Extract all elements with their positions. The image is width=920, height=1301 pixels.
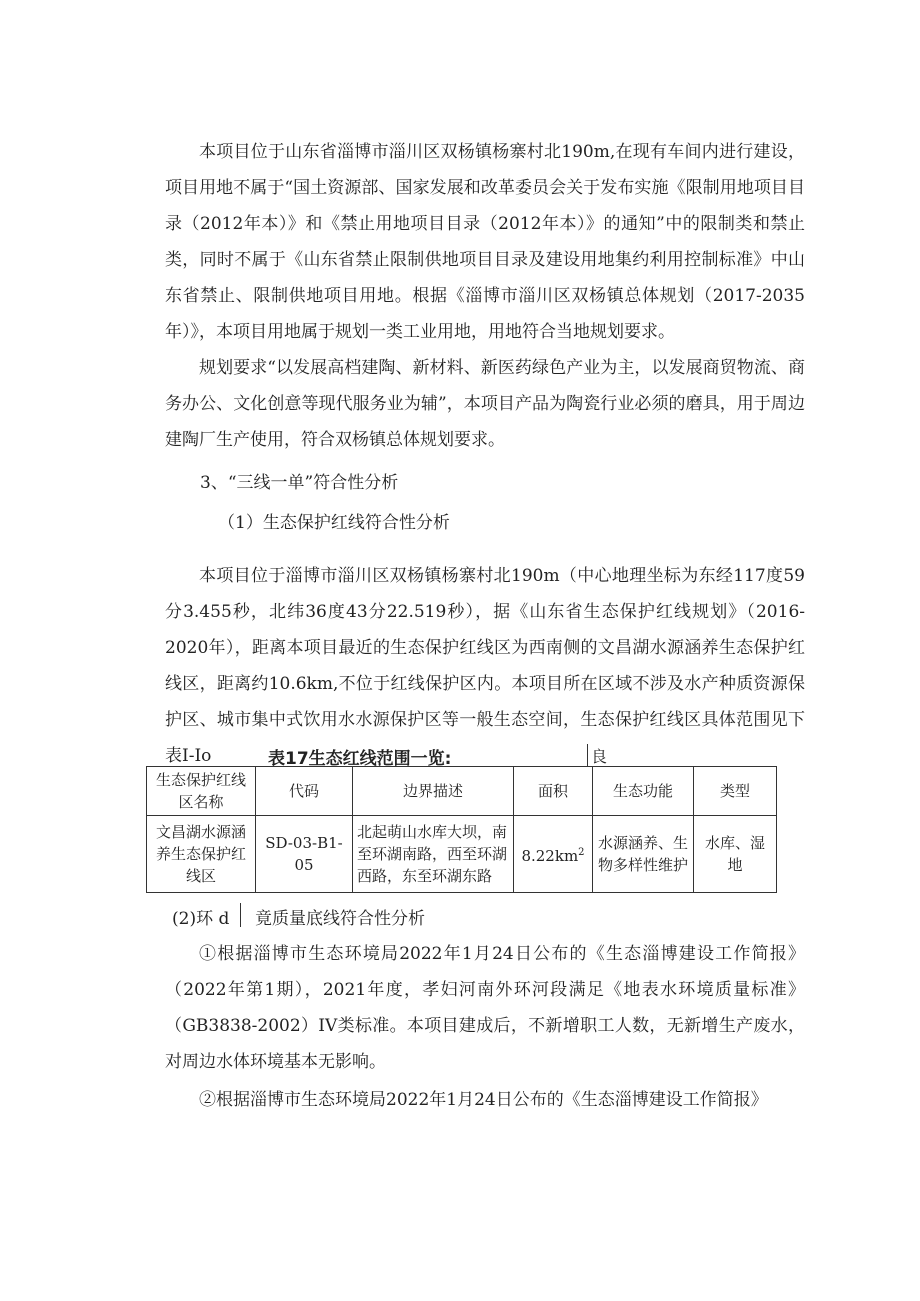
cell-code: SD-03-B1-05 — [256, 816, 353, 893]
caption-extra-mark: 良 — [591, 747, 608, 766]
paragraph-water-quality: ①根据淄博市生态环境局2022年1月24日公布的《生态淄博建设工作简报》（2022年第1期），2021年度，孝妇河南外环河段满足《地表水环境质量标准》（GB3838-2002）IV类标准。本项目建成后，不新增职工人数，无新增生产废水，对周边水体环境基本无影响。 — [165, 944, 805, 1072]
subheading-env-right: 竟质量底线符合性分析 — [255, 909, 425, 929]
paragraph-planning: 规划要求“以发展高档建陶、新材料、新医药绿色产业为主，以发展商贸物流、商务办公、文化创意等现代服务业为辅”，本项目产品为陶瓷行业必须的磨具，用于周边建陶厂生产使用，符合双杨镇总体规划要求。 — [165, 358, 805, 450]
header-boundary: 边界描述 — [353, 767, 514, 816]
caption-divider — [587, 744, 588, 766]
table-row — [147, 816, 777, 893]
paragraph-redline-location: 本项目位于淄博市淄川区双杨镇杨寨村北190m（中心地理坐标为东经117度59分3.455秒，北纬36度43分22.519秒），据《山东省生态保护红线规划》（2016-2020年），距离本项目最近的生态保护红线区为西南侧的文昌湖水源涵养生态保护红线区，距离约10.6km,不位于红线保护区内。本项目所在区域不涉及水产种质资源保护区、城市集中式饮用水水源保护区等一般生态空间，生态保护红线区具体范围见下表I-Io — [165, 566, 805, 766]
subheading-env-left: (2)环 d — [172, 909, 230, 929]
cell-area — [514, 816, 593, 893]
paragraph-land-use: 本项目位于山东省淄博市淄川区双杨镇杨寨村北190m,在现有车间内进行建设，项目用地不属于“国土资源部、国家发展和改革委员会关于发布实施《限制用地项目目录（2012年本）》和《禁止用地项目目录（2012年本）》的通知”中的限制类和禁止类，同时不属于《山东省禁止限制供地项目目录及建设用地集约利用控制标准》中山东省禁止、限制供地项目用地。根据《淄博市淄川区双杨镇总体规划（2017-2035年）》，本项目用地属于规划一类工业用地，用地符合当地规划要求。 — [165, 142, 805, 342]
header-code: 代码 — [256, 767, 353, 816]
redline-table — [146, 766, 777, 893]
header-function: 生态功能 — [593, 767, 694, 816]
cell-function: 水源涵养、生物多样性维护 — [593, 816, 694, 893]
header-name: 生态保护红线区名称 — [147, 767, 256, 816]
header-area: 面积 — [514, 767, 593, 816]
cell-type: 水库、湿地 — [694, 816, 777, 893]
heading-ecological-redline: （1）生态保护红线符合性分析 — [218, 513, 450, 533]
paragraph-bulletin: ②根据淄博市生态环境局2022年1月24日公布的《生态淄博建设工作简报》 — [199, 1090, 768, 1110]
table-header-row — [147, 767, 777, 816]
cell-name: 文昌湖水源涵养生态保护红线区 — [147, 816, 256, 893]
cell-boundary: 北起萌山水库大坝，南至环湖南路，西至环湖西路，东至环湖东路 — [353, 816, 514, 893]
heading-three-lines: 3、“三线一单”符合性分析 — [200, 473, 399, 493]
subheading-divider — [240, 903, 241, 927]
area-value: 8.22km — [521, 846, 579, 865]
area-unit-sup: 2 — [578, 846, 585, 858]
table-caption: 表17生态红线范围一览: — [268, 749, 452, 769]
header-type: 类型 — [694, 767, 777, 816]
